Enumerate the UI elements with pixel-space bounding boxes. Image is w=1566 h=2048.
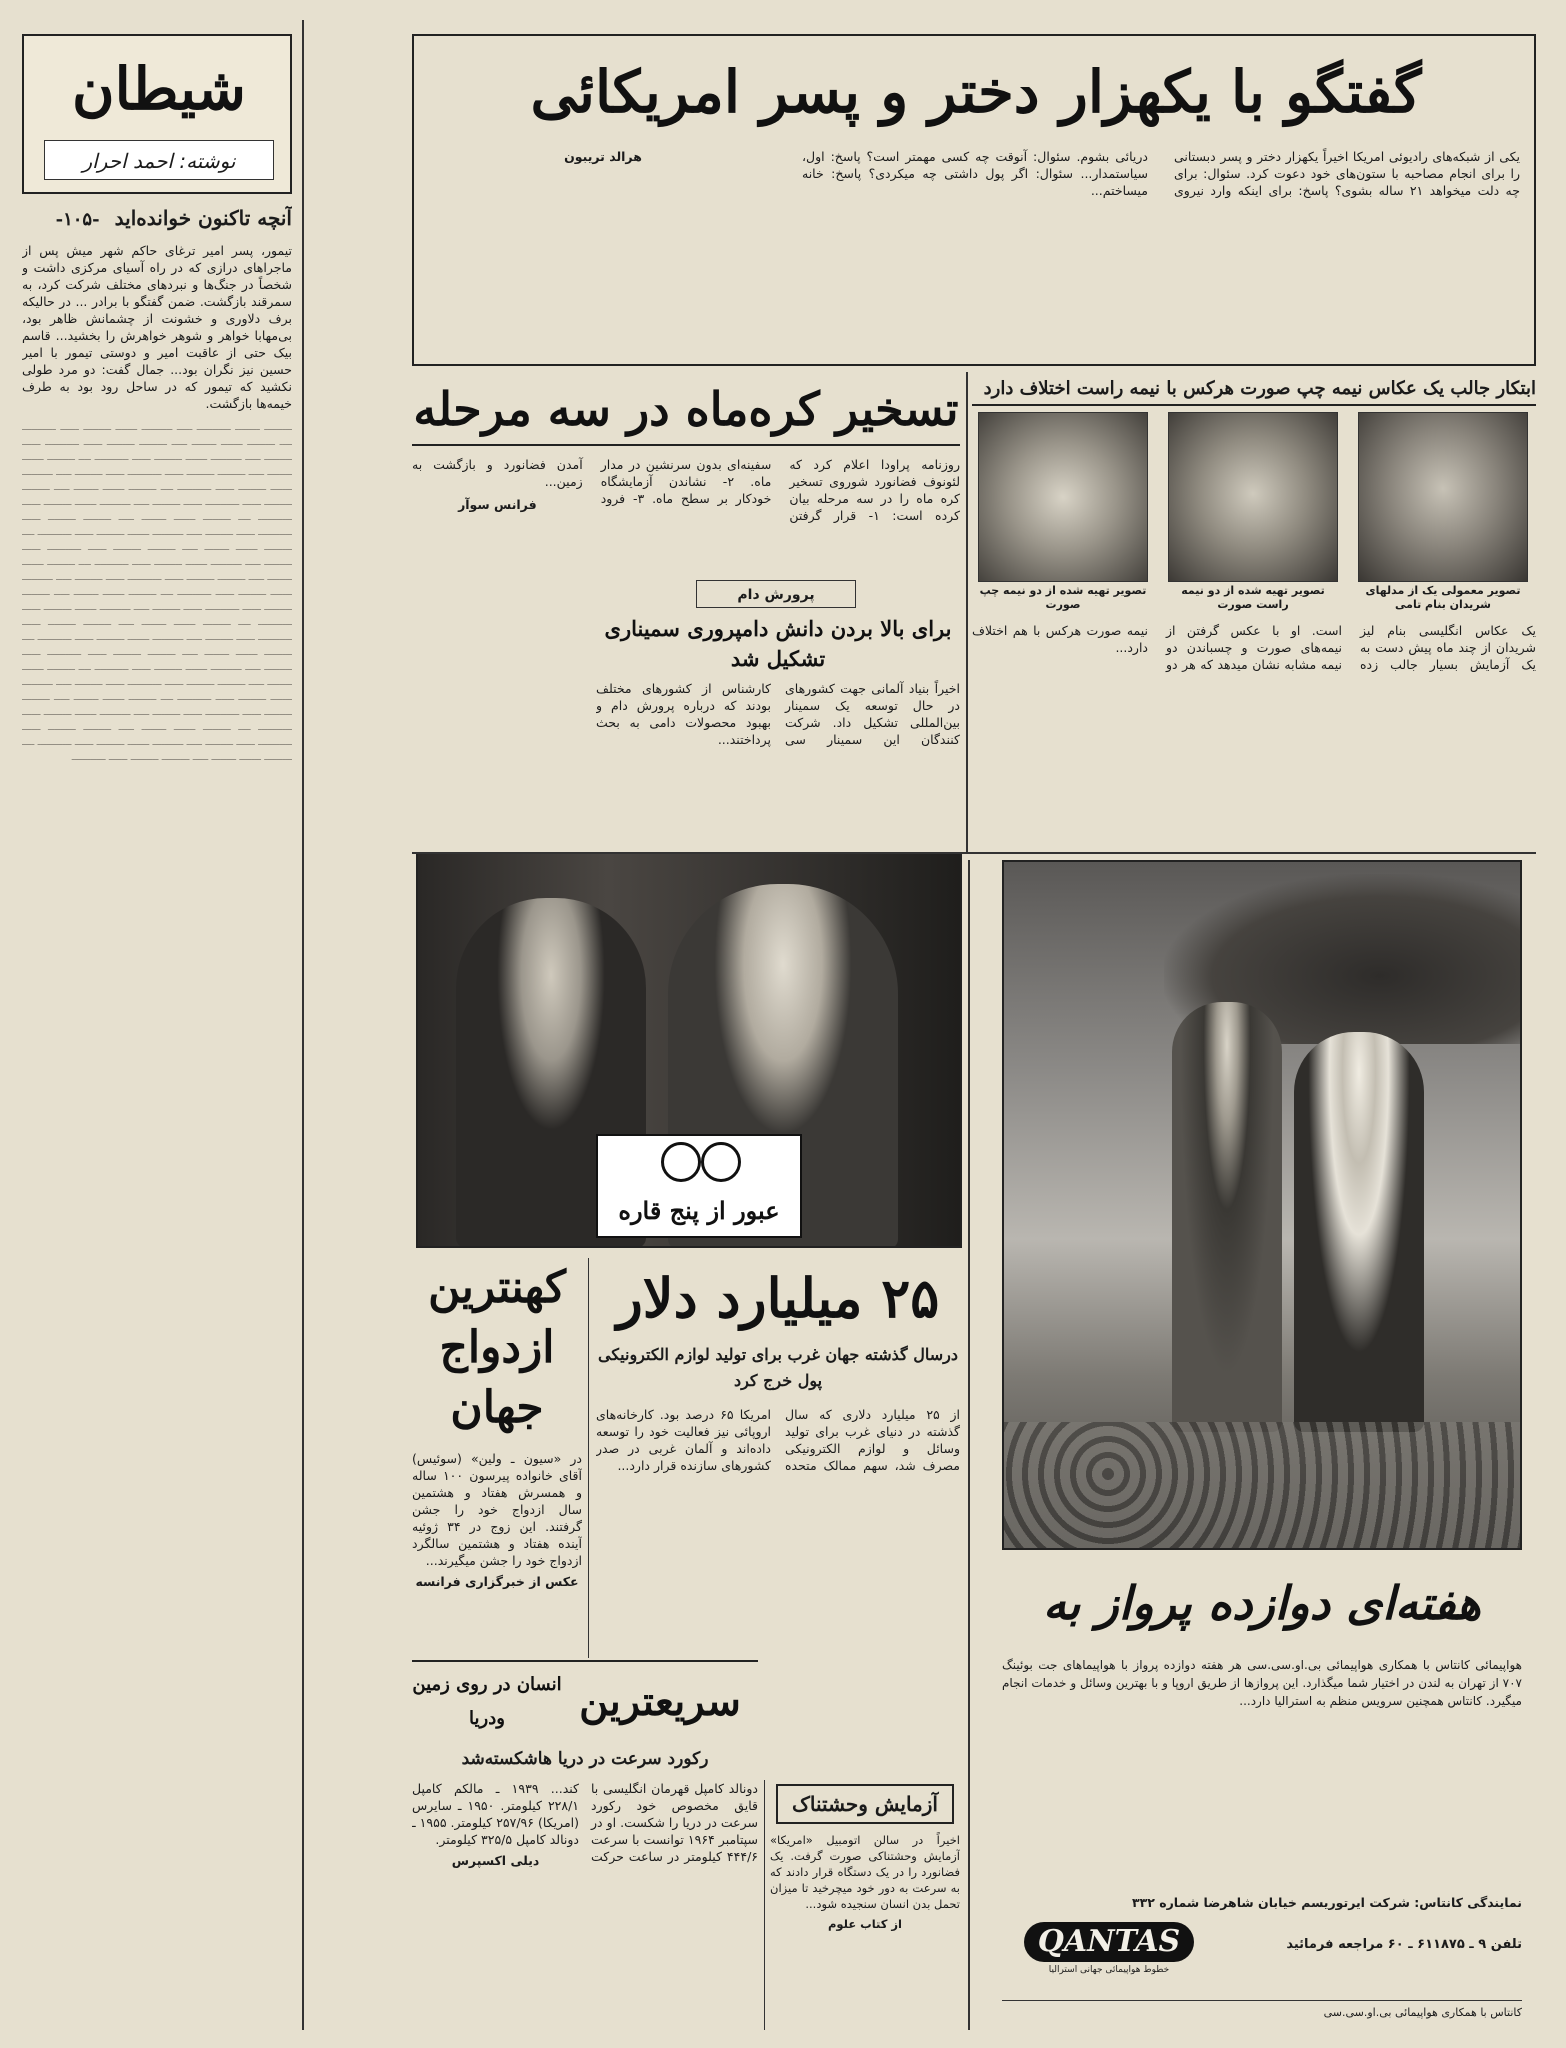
- electronics-headline: ۲۵ میلیارد دلار: [616, 1266, 940, 1330]
- ad-text: هواپیمائی کانتاس با همکاری هواپیمائی بی.او.سی.سی هر هفته دوازده پرواز با هواپیماهای جت بوئینگ ۷۰۷ از تهران به لندن در اختیار شما میگذارد. این پروازها از طریق اروپا و با بهترین وسائل و خدمات انجام میگیرد. کانتاس همچنین سرویس منظم به استرالیا دارد...: [1002, 1658, 1522, 1708]
- feature-top-headline: گفتگو با یکهزار دختر و پسر امریکائی: [530, 58, 1422, 126]
- young-man: [1172, 1002, 1282, 1432]
- young-woman: [1294, 1032, 1424, 1432]
- divider-center-bottom: [968, 860, 970, 2030]
- test-headline: آزمایش وحشتناک: [776, 1784, 954, 1824]
- recap-heading-row: [22, 202, 292, 234]
- speed-article: [412, 1660, 758, 2030]
- episode-number: -۱۰۵-: [55, 209, 100, 230]
- portrait-normal: [1358, 412, 1528, 612]
- qantas-logo: [1024, 1922, 1194, 1978]
- recap-heading: آنچه تاکنون خوانده‌اید: [114, 206, 292, 230]
- oldest-marriage-headline: کهنترین ازدواج جهان: [428, 1262, 566, 1433]
- seminar-headline: برای بالا بردن دانش دامپروری سمیناری تشکیل شد: [604, 616, 952, 671]
- ad-agency: نمایندگی کانتاس: شرکت ایرتوریسم خیابان شاهرضا شماره ۳۳۲: [1131, 1895, 1522, 1910]
- speed-side-headline: انسان در روی زمین ودریا: [412, 1674, 562, 1729]
- globe-icon: [661, 1142, 701, 1182]
- ad-footer: کانتاس با همکاری هواپیمائی بی.او.سی.سی: [1002, 2000, 1522, 2024]
- test-text: اخیراً در سالن اتومبیل «امریکا» آزمایش وحشتناکی صورت گرفت. یک فضانورد را در یک دستگاه قرار دادند که به سرعت به دور خود میچرخید تا میزان تحمل بدن انسان سنجیده شود...: [770, 1833, 960, 1911]
- serial-masthead: [22, 34, 292, 194]
- speed-subhead: رکورد سرعت در دریا هاشکسته‌شد: [461, 1749, 709, 1769]
- oldest-marriage-body: [412, 1450, 582, 1650]
- divider-speed: [764, 1780, 765, 2030]
- qantas-brand: QANTAS: [1024, 1922, 1194, 1962]
- portrait-normal-caption: تصویر معمولی یک از مدلهای شریدان بنام تامی: [1365, 584, 1521, 611]
- test-source: از کتاب علوم: [827, 1917, 902, 1931]
- portrait-right-halves: [1168, 412, 1338, 612]
- portrait-normal-photo: [1358, 412, 1528, 582]
- five-continents-logo: [596, 1134, 802, 1238]
- feature-top: [412, 34, 1536, 366]
- divider-center-top: [966, 372, 968, 852]
- couple-photo: [416, 852, 962, 1248]
- ad-phone: تلفن ۹ ـ ۶۱۱۸۷۵ ـ ۶۰ مراجعه فرمائید: [1286, 1937, 1522, 1952]
- qantas-ad: [1002, 1558, 1522, 2032]
- globe-icon-second: [701, 1142, 741, 1182]
- electronics-text: از ۲۵ میلیارد دلاری که سال گذشته در دنیای غرب برای تولید وسائل و لوازم الکترونیکی مصرف شد، سهم ممالک متحده امریکا ۶۵ درصد بود. کارخانه‌های اروپائی نیز فعالیت خود را توسعه داده‌اند و آلمان غربی در صدر کشورهای سازنده قرار دارد...: [596, 1407, 960, 1473]
- serial-column: [18, 20, 296, 2032]
- seminar-text: اخیراً بنیاد آلمانی جهت کشورهای در حال توسعه یک سمینار بین‌المللی تشکیل داد. شرکت کنندگان این سمینار سی کارشناس از کشورهای مختلف بودند که درباره پرورش دام و بهبود محصولات دامی به بحث پرداختند...: [596, 681, 960, 747]
- portrait-right-halves-photo: [1168, 412, 1338, 582]
- seminar-kicker: پرورش دام: [696, 580, 856, 608]
- moon-text: روزنامه پراودا اعلام کرد که لئونوف فضانورد شوروی تسخیر کره ماه را در سه مرحله بیان کرده است: ۱- قرار گرفتن سفینه‌ای بدون سرنشین در مدار ماه. ۲- نشاندن آزمایشگاه خودکار بر سطح ماه. ۳- فرود آمدن فضانورد و بازگشت به زمین...: [412, 457, 960, 523]
- portrait-left-halves-photo: [978, 412, 1148, 582]
- feature-top-source: هرالد تریبون: [564, 149, 642, 164]
- seminar-body: [596, 680, 960, 846]
- five-continents-text: عبور از پنج قاره: [618, 1196, 780, 1225]
- feature-top-text: یکی از شبکه‌های رادیوئی امریکا اخیراً یکهزار دختر و پسر دبستانی را برای انجام مصاحبه با ستون‌های خود دعوت کرد. سئوال: برای چه دلت میخواهد ۲۱ ساله بشوی؟ پاسخ: برای اینکه وارد نیروی دریائی بشوم. سئوال: آنوقت چه کسی مهمتر است؟ پاسخ: اول، سیاستمدار... سئوال: اگر پول داشتی چه میکردی؟ پاسخ: خانه میساختم...: [802, 149, 1520, 198]
- test-article: [770, 1780, 960, 2030]
- photo-article-headline: ابتکار جالب یک عکاس نیمه چپ صورت هرکس با نیمه راست اختلاف دارد: [972, 372, 1536, 406]
- speed-body: [412, 1780, 758, 2028]
- oldest-marriage: [412, 1258, 582, 1658]
- photo-article-text: یک عکاس انگلیسی بنام لیز شریدان از چند ماه پیش دست به یک آزمایش بسیار جالب زده است. او با عکس گرفتن از نیمه‌های صورت و چسباندن دو نیمه مشابه نشان میدهد که هر دو نیمه صورت هرکس با هم اختلاف دارد...: [972, 623, 1536, 672]
- column-divider-left: [302, 20, 304, 2030]
- moon-source: فرانس سوآر: [458, 497, 537, 512]
- moon-headline: تسخیر کره‌ماه در سه مرحله: [412, 372, 960, 446]
- photo-article: [972, 372, 1536, 852]
- serial-author: نوشته: احمد احرار: [44, 140, 274, 180]
- electronics-subhead: درسال گذشته جهان غرب برای تولید لوازم الکترونیکی پول خرج کرد: [597, 1345, 958, 1390]
- photo-article-body: [972, 622, 1536, 847]
- qantas-brand-sub: خطوط هواپیمائی جهانی استرالیا: [1048, 1965, 1170, 1975]
- pigeons: [1004, 1422, 1522, 1550]
- oldest-marriage-text: در «سیون ـ ولین» (سوئیس) آقای خانواده پیرسون ۱۰۰ ساله و همسرش هفتاد و هشتمین سال ازدواج خود را جشن گرفتند. این زوج در ۳۴ ژوئیه آینده هفتاد و هشتمین سالگرد ازدواج خود را جشن میگیرند...: [412, 1451, 582, 1568]
- divider-photo-section: [412, 852, 1536, 854]
- portrait-left-halves-caption: تصویر تهیه شده از دو نیمه چپ صورت: [979, 584, 1147, 611]
- london-headline: هفته‌ای دوازده پرواز به: [1042, 1576, 1482, 1630]
- serial-filler: ـــــــــ ــــــــ ـــــــــــ ـــــ ــــــــــ ـــــــ ـــــــــ ــــــ ـــــــــــ ــــ ـــــــــ ـــــــ ــــــــ ـــــ ـــــــــ ـــــــــ ــــــ ـــــــــــ ــــــ ـــــــــ ـــــ ــــــــــ ـــــــ ـــــــــ ــــــ ـــــــــــ ــــ ـــــــــ ـــــــ ــــــــ ـــــ ـــــــــ ـــــــــ ــــــ ـــــــــــ ــــــ ـــــــــ ـــــ ــــــــــ ـــــــ ـــــــــ ــــــ ـــــــــــ ــــ ـــــــــ ـــــــ ــــــــ ـــــ ـــــــــ ـــــــــ ــــــ ـــــــــــ ــــــ ـــــــــ ـــــ ــــــــــ ـــــــ ـــــــــ ــــــ ـــــــــــ ــــ ـــــــــ ـــــــ ــــــــ ـــــ ـــــــــ ـــــــــ ــــــ ـــــــــــ ــــــ ـــــــــ ـــــ ــــــــــ ـــــــ ـــــــــ ــــــ ـــــــــــ ــــ ـــــــــ ـــــــ ــــــــ ـــــ ـــــــــ ـــــــــ ــــــ ـــــــــــ ــــــ ـــــــــ ـــــ ــــــــــ ـــــــ ـــــــــ ــــــ ـــــــــــ ــــ ـــــــــ ـــــــ ــــــــ ـــــ ـــــــــ ـــــــــ ــــــ ـــــــــــ ــــــ ـــــــــ ـــــ ــــــــــ ـــــــ ـــــــــ ــــــ ـــــــــــ ــــ ـــــــــ ـــــــ ــــــــ ـــــ ـــــــــ ـــــــــ ــــــ ـــــــــــ ــــــ ـــــــــ ـــــ ــــــــــ ـــــــ ـــــــــ ــــــ ـــــــــــ ــــ ـــــــــ ـــــــ ــــــــ ـــــ ـــــــــ ـــــــــ ــــــ ـــــــــــ ــــــ ـــــــــ ـــــ ــــــــــ ـــــــ ـــــــــ ــــــ ـــــــــــ ــــ ـــــــــ ـــــــ ــــــــ ـــــ ـــــــــ ـــــــــ ــــــ ـــــــــــ ــــــ ـــــــــ ـــــ ــــــــــ ـــــــ ـــــــــ ــــــ ـــــــــــ ــــ ـــــــــ ـــــــ ــــــــ ـــــ ـــــــــ ـــــــــ ــــــ ـــــــــــ ــــــ ـــــــــ ـــــ ــــــــــ ـــــــ ـــــــــ ــــــ ـــــــــــ ــــ ـــــــــ ـــــــ ــــــــ ـــــ ـــــــــ ـــــــــ ــــــ ـــــــــــ ــــــ ـــــــــ ـــــ ــــــــــ ـــــــ ـــــــــ ــــــ ـــــــــــ ــــ ـــــــــ ـــــــ ــــــــ ـــــ ـــــــــ ـــــــــ ــــــ ـــــــــــ ــــــ ـــــــــ ـــــ ــــــــــ ـــــــ ـــــــــ ــــــ ـــــــــــ ــــ ـــــــــ ـــــــ ــــــــ ـــــ ـــــــــ ـــــــــ ــــــ ـــــــــــ: [22, 421, 292, 763]
- speed-headline: سریعترین: [579, 1678, 741, 1725]
- portrait-right-halves-caption: تصویر تهیه شده از دو نیمه راست صورت: [1181, 584, 1325, 611]
- serial-title: شیطان: [72, 55, 246, 123]
- oldest-marriage-source: عکس از خبرگزاری فرانسه: [415, 1574, 579, 1589]
- divider-oldest: [588, 1258, 589, 1658]
- feature-top-body: [430, 148, 1520, 358]
- seminar-article: [596, 580, 960, 852]
- serial-text: تیمور، پسر امیر ترغای حاکم شهر میش پس از ماجراهای درازی که در راه آسیای مرکزی داشت و شخصاً در جنگ‌ها و نبردهای مختلف شرکت کرد، به سمرقند بازگشت. ضمن گفتگو با برادر ... در حالیکه برف دلاوری و خشونت از چشمانش ظاهر بود، بی‌مهابا خواهر و شوهر خواهرش را بخشید... قاسم بیک حتی از عاقبت امیر و دوستی تیمور با امیر حسین نیز نگران بود... جمال گفت: دو مرد طولی نکشید که تیمور که در ساحل رود بود به طرف خیمه‌ها بازگشت.: [22, 243, 292, 411]
- portrait-left-halves: [978, 412, 1148, 612]
- ad-body: [1002, 1656, 1522, 1886]
- speed-text: دونالد کامپل قهرمان انگلیسی با قایق مخصوص خود رکورد سرعت در دریا را شکست. او در سپتامبر ۱۹۶۴ توانست با سرعت ۴۴۴/۶ کیلومتر در ساعت حرکت کند... ۱۹۳۹ ـ مالکم کامپل ۲۲۸/۱ کیلومتر. ۱۹۵۰ ـ سایرس (امریکا) ۲۵۷/۹۶ کیلومتر. ۱۹۵۵ ـ دونالد کامپل ۳۲۵/۵ کیلومتر.: [412, 1781, 758, 1864]
- london-photo: [1002, 860, 1522, 1550]
- serial-body: [22, 242, 292, 2022]
- test-body: [770, 1832, 960, 2026]
- speed-source: دیلی اکسپرس: [451, 1853, 540, 1868]
